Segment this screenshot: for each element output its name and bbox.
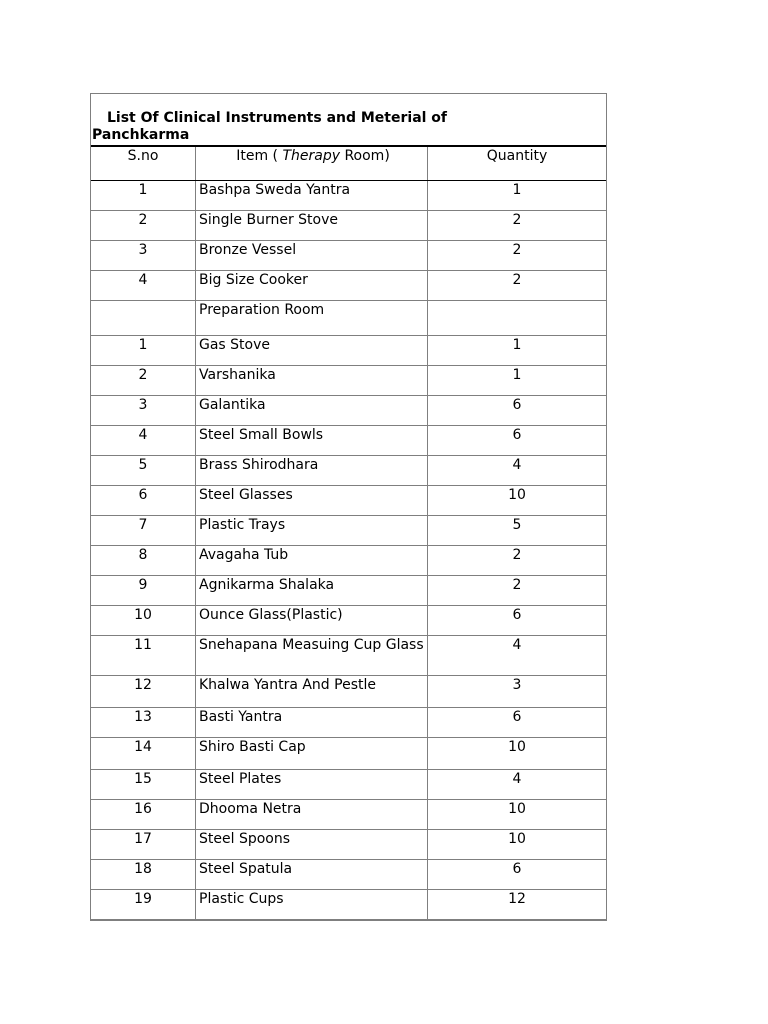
row-quantity: 3 (428, 675, 607, 707)
row-item: Shiro Basti Cap (196, 737, 428, 769)
row-sno: 19 (91, 889, 196, 919)
header-item (196, 147, 428, 180)
row-item: Avagaha Tub (196, 545, 428, 575)
row-quantity: 5 (428, 515, 607, 545)
row-quantity: 6 (428, 707, 607, 737)
row-item: Galantika (196, 395, 428, 425)
row-quantity: 2 (428, 240, 607, 270)
row-quantity: 6 (428, 425, 607, 455)
row-quantity: 6 (428, 395, 607, 425)
row-quantity: 4 (428, 455, 607, 485)
row-item: Snehapana Measuing Cup Glass (196, 635, 428, 675)
table-row (91, 425, 606, 455)
row-quantity: 2 (428, 210, 607, 240)
table-row (91, 180, 606, 210)
header-item-prefix: Item ( (236, 148, 283, 164)
row-item: Bashpa Sweda Yantra (196, 180, 428, 210)
row-quantity: 1 (428, 180, 607, 210)
header-item-italic: Therapy (282, 148, 340, 164)
header-quantity: Quantity (428, 147, 607, 180)
row-item: Big Size Cooker (196, 270, 428, 300)
table-row (91, 545, 606, 575)
table-row (91, 605, 606, 635)
row-sno: 3 (91, 395, 196, 425)
table-row (91, 769, 606, 799)
row-item: Plastic Cups (196, 889, 428, 919)
table-row (91, 485, 606, 515)
row-quantity: 4 (428, 769, 607, 799)
row-sno: 7 (91, 515, 196, 545)
table-row (91, 240, 606, 270)
row-sno: 1 (91, 335, 196, 365)
row-sno: 1 (91, 180, 196, 210)
row-item: Basti Yantra (196, 707, 428, 737)
row-quantity: 12 (428, 889, 607, 919)
table-row (91, 210, 606, 240)
row-sno: 12 (91, 675, 196, 707)
row-item: Dhooma Netra (196, 799, 428, 829)
row-sno: 11 (91, 635, 196, 675)
table-row (91, 799, 606, 829)
row-quantity: 10 (428, 485, 607, 515)
table-row (91, 575, 606, 605)
row-item: Steel Spatula (196, 859, 428, 889)
row-quantity: 10 (428, 737, 607, 769)
row-quantity: 2 (428, 575, 607, 605)
row-item: Ounce Glass(Plastic) (196, 605, 428, 635)
row-sno: 16 (91, 799, 196, 829)
row-sno: 4 (91, 270, 196, 300)
title-line-2: Panchkarma (92, 127, 190, 143)
row-sno: 4 (91, 425, 196, 455)
table-row (91, 365, 606, 395)
table-row (91, 829, 606, 859)
row-quantity: 1 (428, 365, 607, 395)
row-item: Brass Shirodhara (196, 455, 428, 485)
table-row (91, 859, 606, 889)
row-quantity: 2 (428, 545, 607, 575)
row-sno: 14 (91, 737, 196, 769)
row-quantity: 10 (428, 829, 607, 859)
table-row (91, 455, 606, 485)
instrument-list-sheet (90, 93, 607, 921)
row-sno: 9 (91, 575, 196, 605)
row-quantity: 4 (428, 635, 607, 675)
row-item: Steel Spoons (196, 829, 428, 859)
row-item: Plastic Trays (196, 515, 428, 545)
row-item: Steel Plates (196, 769, 428, 799)
table-row (91, 300, 606, 335)
sheet-title (91, 94, 606, 147)
table-row (91, 675, 606, 707)
row-quantity: 6 (428, 605, 607, 635)
instrument-table (91, 147, 606, 920)
row-quantity: 1 (428, 335, 607, 365)
table-row (91, 707, 606, 737)
row-sno: 8 (91, 545, 196, 575)
row-quantity (428, 300, 607, 335)
row-sno: 5 (91, 455, 196, 485)
table-row (91, 737, 606, 769)
row-sno: 3 (91, 240, 196, 270)
row-item: Agnikarma Shalaka (196, 575, 428, 605)
row-item: Preparation Room (196, 300, 428, 335)
table-row (91, 889, 606, 919)
row-item: Single Burner Stove (196, 210, 428, 240)
row-sno: 13 (91, 707, 196, 737)
row-quantity: 6 (428, 859, 607, 889)
row-quantity: 10 (428, 799, 607, 829)
row-sno: 10 (91, 605, 196, 635)
table-row (91, 270, 606, 300)
row-item: Steel Small Bowls (196, 425, 428, 455)
header-item-suffix: Room) (340, 148, 390, 164)
row-quantity: 2 (428, 270, 607, 300)
row-item: Bronze Vessel (196, 240, 428, 270)
row-sno: 2 (91, 210, 196, 240)
table-row (91, 635, 606, 675)
row-item: Steel Glasses (196, 485, 428, 515)
table-header-row (91, 147, 606, 180)
table-row (91, 515, 606, 545)
row-sno: 15 (91, 769, 196, 799)
row-item: Varshanika (196, 365, 428, 395)
table-row (91, 395, 606, 425)
row-sno (91, 300, 196, 335)
row-sno: 2 (91, 365, 196, 395)
row-sno: 18 (91, 859, 196, 889)
table-row (91, 335, 606, 365)
row-sno: 17 (91, 829, 196, 859)
row-item: Gas Stove (196, 335, 428, 365)
header-sno: S.no (91, 147, 196, 180)
row-item: Khalwa Yantra And Pestle (196, 675, 428, 707)
row-sno: 6 (91, 485, 196, 515)
title-line-1: List Of Clinical Instruments and Meterial of (107, 110, 448, 126)
